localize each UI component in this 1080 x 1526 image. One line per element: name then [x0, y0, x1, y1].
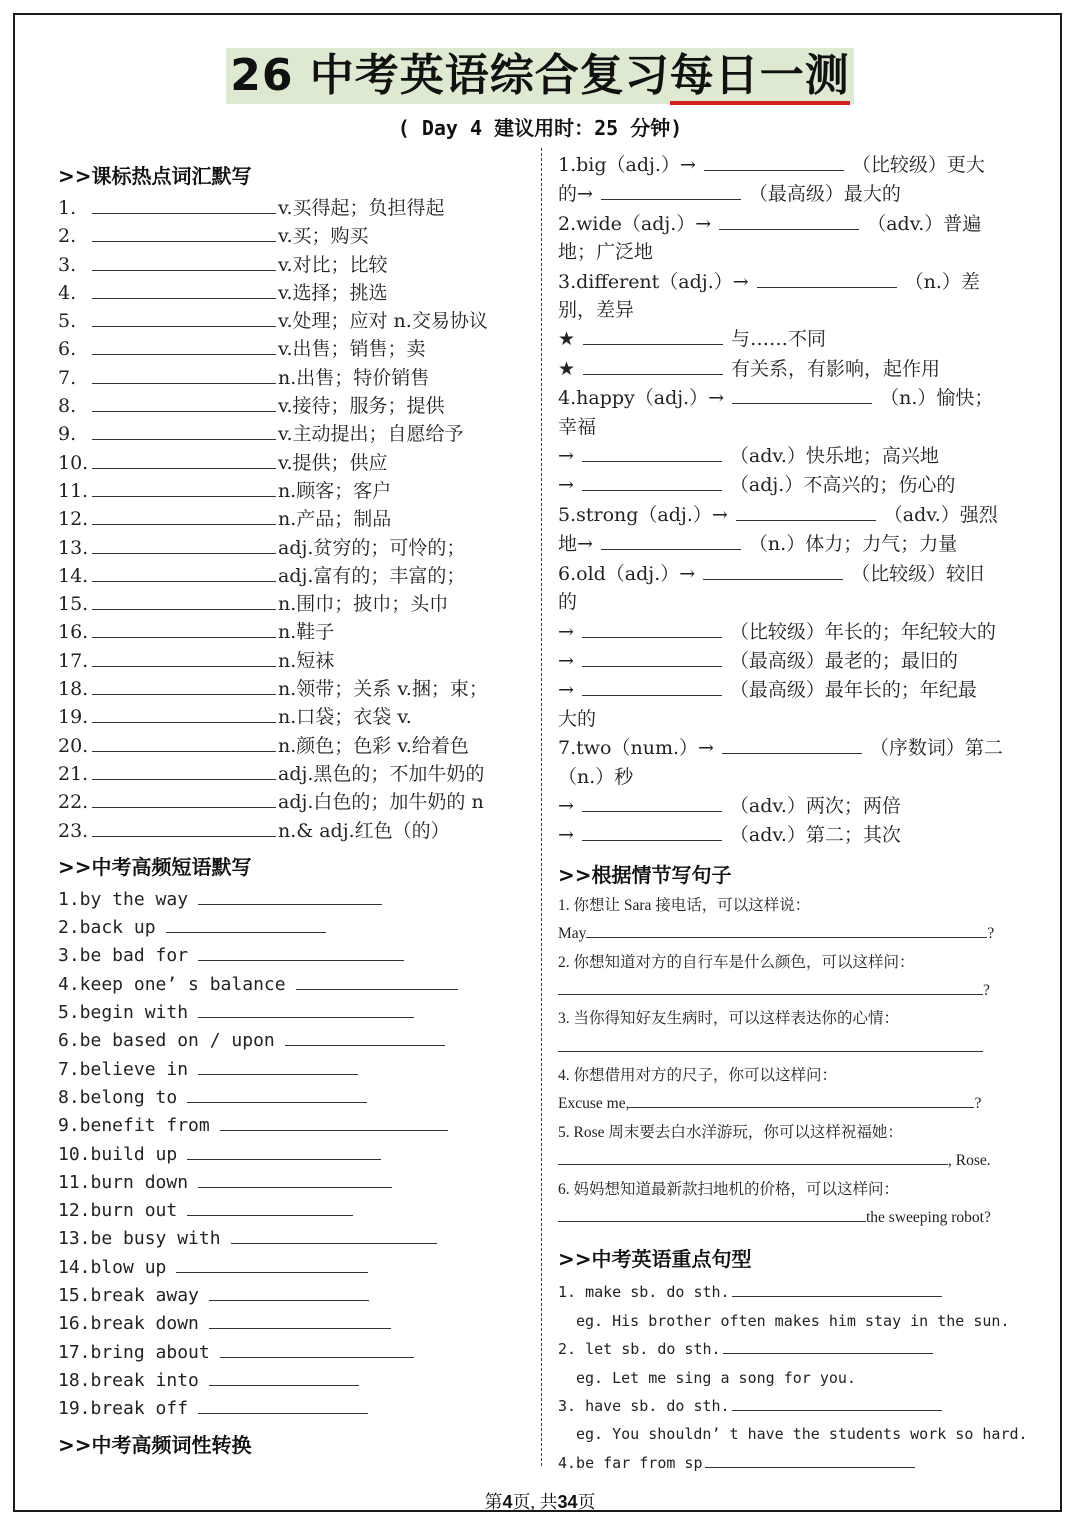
vocab-meaning: n.领带；关系 v.捆；束； — [278, 678, 488, 701]
footer-pre: 第 — [484, 1492, 503, 1512]
wordform-prompt: 别，差异 — [558, 299, 635, 322]
wordform-line — [558, 470, 1033, 499]
phrase-text: 6.be based on / upon — [58, 1030, 275, 1052]
wordform-hint: （adj.）不高兴的；伤心的 — [729, 474, 956, 497]
phrase-answer-blank[interactable] — [285, 1027, 445, 1046]
sentence-answer-blank[interactable] — [558, 1205, 866, 1222]
vocab-number: 21. — [58, 762, 89, 785]
wordform-prompt: 幸福 — [558, 415, 597, 438]
section-sentences-heading: >>根据情节写句子 — [558, 862, 732, 887]
phrase-text: 19.break off — [58, 1398, 189, 1420]
phrase-answer-blank[interactable] — [296, 971, 458, 990]
wordform-prompt: 5.strong（adj.）→ — [558, 503, 728, 526]
sentence-answer-line — [558, 920, 1033, 948]
phrase-row — [58, 1169, 528, 1197]
vocab-row — [58, 646, 528, 674]
sentence-list — [558, 892, 1033, 1233]
phrase-text: 2.back up — [58, 917, 156, 939]
wordform-answer-blank[interactable] — [582, 820, 722, 841]
wordform-line — [558, 529, 1033, 558]
vocab-row — [58, 193, 528, 221]
pattern-example: eg. His brother often makes him stay in the sun. — [576, 1311, 1010, 1330]
title-part2: 每日一测 — [670, 50, 850, 105]
phrase-row — [58, 886, 528, 914]
vocab-meaning: v.对比；比较 — [278, 253, 388, 276]
phrase-text: 4.keep one’ s balance — [58, 973, 286, 995]
sentence-question: 4. 你想借用对方的尺子，你可以这样问： — [558, 1067, 838, 1085]
phrase-row — [58, 1197, 528, 1225]
sentence-answer-line — [558, 1034, 1033, 1062]
sentence-question: 6. 妈妈想知道最新款扫地机的价格，可以这样问： — [558, 1180, 900, 1198]
vocab-row — [58, 391, 528, 419]
phrase-answer-blank[interactable] — [220, 1339, 414, 1358]
wordform-line — [558, 705, 1033, 733]
phrase-row — [58, 914, 528, 942]
wordform-answer-blank[interactable] — [732, 383, 872, 404]
wordform-prompt: 3.different（adj.）→ — [558, 270, 749, 293]
wordform-answer-blank[interactable] — [582, 470, 722, 491]
vocab-meaning: v.提供；供应 — [278, 451, 388, 474]
vocab-answer-blank[interactable] — [92, 391, 276, 412]
pattern-example: eg. You shouldn’ t have the students work so hard. — [576, 1425, 1028, 1444]
vocab-row — [58, 476, 528, 504]
vocab-row — [58, 250, 528, 278]
sentence-suffix: ? — [987, 925, 995, 943]
wordform-prompt: （n.）秒 — [558, 765, 634, 788]
vocab-answer-blank[interactable] — [92, 476, 276, 497]
vocab-number: 9. — [58, 423, 77, 446]
vocab-answer-blank[interactable] — [92, 561, 276, 582]
phrase-answer-blank[interactable] — [198, 942, 404, 961]
wordform-line — [558, 588, 1033, 616]
phrase-row — [58, 1225, 528, 1253]
vocab-answer-blank[interactable] — [92, 533, 276, 554]
phrase-answer-blank[interactable] — [166, 914, 326, 933]
phrase-answer-blank[interactable] — [187, 1084, 367, 1103]
vocab-number: 18. — [58, 678, 89, 701]
phrase-row — [58, 942, 528, 970]
vocab-number: 8. — [58, 395, 77, 418]
wordform-answer-blank[interactable] — [582, 791, 722, 812]
wordform-line — [558, 646, 1033, 675]
phrase-row — [58, 1084, 528, 1112]
vocab-answer-blank[interactable] — [92, 419, 276, 440]
pattern-example: eg. Let me sing a song for you. — [576, 1368, 856, 1387]
wordform-prompt: 地→ — [558, 533, 593, 556]
vocab-list — [58, 193, 528, 844]
vocab-row — [58, 702, 528, 730]
vocab-row — [58, 617, 528, 645]
phrase-answer-blank[interactable] — [198, 999, 414, 1018]
wordform-hint: （adv.）两次；两倍 — [729, 794, 901, 817]
vocab-answer-blank[interactable] — [92, 816, 276, 837]
vocab-number: 14. — [58, 564, 89, 587]
vocab-row — [58, 448, 528, 476]
phrase-text: 17.bring about — [58, 1341, 210, 1363]
vocab-meaning: n.出售；特价销售 — [278, 366, 430, 389]
vocab-number: 10. — [58, 451, 89, 474]
pattern-text: 2. let sb. do sth. — [558, 1340, 721, 1359]
wordform-prompt: 的→ — [558, 183, 593, 206]
wordform-line — [558, 150, 1033, 179]
wordform-hint: （n.）差 — [904, 270, 980, 293]
wordform-answer-blank[interactable] — [601, 179, 741, 200]
footer-post: 页 — [577, 1492, 596, 1512]
wordform-prompt: 的 — [558, 591, 578, 614]
vocab-number: 16. — [58, 621, 89, 644]
wordform-prompt: 大的 — [558, 707, 597, 730]
phrase-row — [58, 1367, 528, 1395]
vocab-number: 17. — [58, 649, 89, 672]
wordform-answer-blank[interactable] — [736, 500, 876, 521]
phrase-text: 16.break down — [58, 1313, 199, 1335]
phrase-row — [58, 1282, 528, 1310]
vocab-answer-blank[interactable] — [92, 759, 276, 780]
wordform-hint: （n.）体力；力气；力量 — [748, 533, 958, 556]
wordform-list — [558, 150, 1033, 850]
sentence-answer-blank[interactable] — [558, 1148, 948, 1165]
vocab-row — [58, 306, 528, 334]
vocab-answer-blank[interactable] — [92, 334, 276, 355]
sentence-suffix: , Rose. — [948, 1152, 991, 1170]
wordform-hint: （最高级）最老的；最旧的 — [729, 649, 958, 672]
wordform-line — [558, 733, 1033, 762]
wordform-prompt: ★ — [558, 357, 576, 380]
vocab-number: 20. — [58, 734, 89, 757]
footer-mid: 页, 共 — [512, 1492, 558, 1512]
pattern-answer-blank[interactable] — [705, 1451, 915, 1468]
vocab-answer-blank[interactable] — [92, 448, 276, 469]
sentence-answer-line — [558, 1090, 1033, 1118]
vocab-number: 6. — [58, 338, 77, 361]
vocab-meaning: adj.贫穷的；可怜的； — [278, 536, 466, 559]
wordform-line — [558, 354, 1033, 383]
section-vocab-heading: >>课标热点词汇默写 — [58, 164, 252, 188]
wordform-hint: （最高级）最年长的；年纪最 — [729, 679, 977, 702]
vocab-answer-blank[interactable] — [92, 731, 276, 752]
vocab-meaning: adj.黑色的；不加牛奶的 — [278, 762, 485, 785]
sentence-answer-blank[interactable] — [558, 978, 983, 995]
phrase-answer-blank[interactable] — [231, 1225, 437, 1244]
vocab-number: 22. — [58, 791, 89, 814]
wordform-hint: （序数词）第二 — [869, 737, 1003, 760]
vocab-meaning: v.选择；挑选 — [278, 281, 388, 304]
pattern-text: 1. make sb. do sth. — [558, 1283, 730, 1302]
vocab-meaning: adj.白色的；加牛奶的 n — [278, 791, 484, 814]
phrase-row — [58, 1141, 528, 1169]
sentence-question: 3. 当你得知好友生病时，可以这样表达你的心情： — [558, 1010, 900, 1028]
vocab-answer-blank[interactable] — [92, 787, 276, 808]
vocab-meaning: v.处理；应对 n.交易协议 — [278, 310, 488, 333]
sentence-answer-line — [558, 1147, 1033, 1175]
vocab-number: 13. — [58, 536, 89, 559]
vocab-number: 19. — [58, 706, 89, 729]
wordform-answer-blank[interactable] — [601, 529, 741, 550]
vocab-number: 4. — [58, 281, 77, 304]
wordform-line — [558, 383, 1033, 412]
wordform-prompt: → — [558, 679, 574, 702]
wordform-answer-blank[interactable] — [719, 209, 859, 230]
sentence-suffix: the sweeping robot? — [866, 1209, 991, 1227]
wordform-prompt: → — [558, 445, 574, 468]
wordform-prompt: 1.big（adj.）→ — [558, 154, 696, 176]
vocab-answer-blank[interactable] — [92, 504, 276, 525]
title-part1: 26 中考英语综合复习 — [230, 50, 670, 101]
phrase-text: 15.break away — [58, 1284, 199, 1306]
wordform-answer-blank[interactable] — [704, 150, 844, 171]
vocab-meaning: n.围巾；披巾；头巾 — [278, 593, 449, 616]
wordform-answer-blank[interactable] — [582, 441, 722, 462]
wordform-line — [558, 791, 1033, 820]
page-subtitle: ( Day 4 建议用时：25 分钟) — [397, 116, 683, 140]
vocab-number: 23. — [58, 819, 89, 842]
wordform-hint: （最高级）最大的 — [748, 183, 901, 206]
wordform-answer-blank[interactable] — [582, 675, 722, 696]
sentence-answer-blank[interactable] — [558, 1035, 983, 1052]
wordform-hint: （比较级）更大 — [851, 154, 985, 176]
vocab-meaning: v.接待；服务；提供 — [278, 395, 445, 418]
wordform-hint: （adv.）快乐地；高兴地 — [729, 445, 939, 468]
phrase-answer-blank[interactable] — [176, 1254, 368, 1273]
pattern-heading — [558, 1335, 1033, 1363]
vocab-answer-blank[interactable] — [92, 617, 276, 638]
wordform-prompt: 6.old（adj.）→ — [558, 562, 696, 585]
wordform-line — [558, 267, 1033, 296]
vocab-meaning: adj.富有的；丰富的； — [278, 564, 466, 587]
wordform-hint: （adv.）第二；其次 — [729, 824, 901, 847]
pattern-heading — [558, 1392, 1033, 1420]
vocab-answer-blank[interactable] — [92, 363, 276, 384]
phrase-text: 7.believe in — [58, 1058, 189, 1080]
phrase-row — [58, 971, 528, 999]
sentence-answer-blank[interactable] — [586, 921, 987, 938]
vocab-row — [58, 816, 528, 844]
wordform-prompt: 地；广泛地 — [558, 241, 654, 264]
vocab-answer-blank[interactable] — [92, 589, 276, 610]
vocab-meaning: n.口袋；衣袋 v. — [278, 706, 412, 729]
phrase-text: 18.break into — [58, 1369, 199, 1391]
vocab-number: 11. — [58, 479, 89, 502]
wordform-line — [558, 559, 1033, 588]
phrase-text: 9.benefit from — [58, 1115, 210, 1137]
vocab-meaning: v.出售；销售；卖 — [278, 338, 426, 361]
phrase-answer-blank[interactable] — [209, 1367, 359, 1386]
pattern-text: 4.be far from sp — [558, 1453, 703, 1472]
vocab-number: 1. — [58, 197, 77, 219]
footer-page: 4 — [502, 1492, 513, 1512]
vocab-row — [58, 419, 528, 447]
wordform-hint: 与……不同 — [731, 328, 827, 351]
sentence-suffix: ? — [974, 1095, 982, 1113]
phrase-answer-blank[interactable] — [198, 1056, 358, 1075]
pattern-answer-blank[interactable] — [723, 1337, 933, 1354]
sentence-question: 5. Rose 周末要去白水洋游玩，你可以这样祝福她： — [558, 1123, 903, 1141]
phrase-text: 14.blow up — [58, 1256, 167, 1278]
pattern-answer-blank[interactable] — [732, 1394, 942, 1411]
sentence-answer-blank[interactable] — [629, 1091, 974, 1108]
phrase-text: 13.be busy with — [58, 1228, 221, 1250]
wordform-line — [558, 179, 1033, 208]
vocab-number: 2. — [58, 225, 77, 248]
wordform-answer-blank[interactable] — [582, 646, 722, 667]
phrase-answer-blank[interactable] — [198, 886, 382, 905]
wordform-line — [558, 441, 1033, 470]
sentence-prefix: Excuse me, — [558, 1095, 630, 1113]
phrase-row — [58, 999, 528, 1027]
phrase-answer-blank[interactable] — [187, 1197, 353, 1216]
vocab-meaning: n.鞋子 — [278, 621, 335, 644]
vocab-row — [58, 561, 528, 589]
vocab-meaning: n.顾客；客户 — [278, 479, 392, 502]
wordform-prompt: → — [558, 824, 574, 847]
wordform-hint: （比较级）年长的；年纪较大的 — [729, 620, 996, 643]
wordform-answer-blank[interactable] — [582, 617, 722, 638]
wordform-hint: （比较级）较旧 — [851, 562, 985, 585]
wordform-line — [558, 675, 1033, 704]
wordform-hint: （adv.）强烈 — [883, 503, 998, 526]
vocab-meaning: v.买；购买 — [278, 225, 369, 248]
vocab-number: 7. — [58, 366, 77, 389]
vocab-number: 5. — [58, 310, 77, 333]
vocab-row — [58, 731, 528, 759]
vocab-row — [58, 589, 528, 617]
pattern-answer-blank[interactable] — [732, 1280, 942, 1297]
wordform-line — [558, 763, 1033, 791]
sentence-suffix: ? — [983, 981, 990, 999]
wordform-line — [558, 500, 1033, 529]
wordform-prompt: ★ — [558, 328, 576, 351]
sentence-prefix: May — [558, 925, 587, 943]
vocab-answer-blank[interactable] — [92, 221, 276, 242]
vocab-number: 12. — [58, 508, 89, 531]
phrase-text: 5.begin with — [58, 1002, 189, 1024]
vocab-answer-blank[interactable] — [92, 674, 276, 695]
vocab-row — [58, 334, 528, 362]
phrase-answer-blank[interactable] — [209, 1282, 369, 1301]
wordform-line — [558, 413, 1033, 441]
phrase-text: 8.belong to — [58, 1086, 178, 1108]
column-divider — [541, 148, 543, 1466]
vocab-answer-blank[interactable] — [92, 306, 276, 327]
page-title — [0, 48, 1080, 104]
wordform-line — [558, 820, 1033, 849]
wordform-line — [558, 238, 1033, 266]
vocab-number: 3. — [58, 253, 77, 276]
wordform-prompt: → — [558, 649, 574, 672]
vocab-number: 15. — [58, 593, 89, 616]
pattern-list — [558, 1278, 1033, 1477]
wordform-answer-blank[interactable] — [583, 354, 723, 375]
wordform-line — [558, 324, 1033, 353]
wordform-prompt: 4.happy（adj.）→ — [558, 387, 725, 410]
vocab-answer-blank[interactable] — [92, 646, 276, 667]
vocab-row — [58, 363, 528, 391]
phrase-row — [58, 1112, 528, 1140]
pattern-text: 3. have sb. do sth. — [558, 1397, 730, 1415]
wordform-prompt: 7.two（num.）→ — [558, 737, 714, 760]
page-footer — [0, 1488, 1080, 1514]
phrase-text: 11.burn down — [58, 1171, 189, 1193]
vocab-answer-blank[interactable] — [92, 250, 276, 271]
wordform-prompt: → — [558, 794, 574, 817]
vocab-row — [58, 787, 528, 815]
wordform-line — [558, 209, 1033, 238]
vocab-row — [58, 674, 528, 702]
phrase-row — [58, 1339, 528, 1367]
phrase-row — [58, 1056, 528, 1084]
right-column — [558, 150, 1033, 1477]
wordform-prompt: 2.wide（adj.）→ — [558, 212, 712, 235]
phrase-list — [58, 886, 528, 1424]
vocab-answer-blank[interactable] — [92, 702, 276, 723]
wordform-prompt: → — [558, 620, 574, 643]
phrase-row — [58, 1310, 528, 1338]
phrase-text: 3.be bad for — [58, 945, 189, 967]
section-patterns-heading: >>中考英语重点句型 — [558, 1247, 752, 1272]
vocab-row — [58, 533, 528, 561]
pattern-heading — [558, 1449, 1033, 1477]
sentence-question: 2. 你想知道对方的自行车是什么颜色，可以这样问： — [558, 953, 915, 971]
vocab-row — [58, 278, 528, 306]
footer-total: 34 — [557, 1492, 578, 1512]
phrase-answer-blank[interactable] — [198, 1395, 368, 1414]
pattern-heading — [558, 1278, 1033, 1306]
phrase-row — [58, 1395, 528, 1423]
wordform-answer-blank[interactable] — [722, 733, 862, 754]
wordform-line — [558, 296, 1033, 324]
phrase-text: 1.by the way — [58, 888, 189, 910]
wordform-line — [558, 617, 1033, 646]
vocab-meaning: n.& adj.红色（的） — [278, 819, 450, 842]
phrase-text: 10.build up — [58, 1143, 178, 1165]
section-phrases-heading: >>中考高频短语默写 — [58, 854, 252, 879]
section-wordform-heading: >>中考高频词性转换 — [58, 1433, 252, 1458]
vocab-meaning: v.主动提出；自愿给予 — [278, 423, 464, 446]
phrase-row — [58, 1027, 528, 1055]
vocab-answer-blank[interactable] — [92, 278, 276, 299]
vocab-meaning: n.产品；制品 — [278, 508, 392, 531]
phrase-answer-blank[interactable] — [220, 1112, 448, 1131]
sentence-question: 1. 你想让 Sara 接电话，可以这样说： — [558, 896, 811, 914]
vocab-meaning: n.颜色；色彩 v.给着色 — [278, 734, 469, 757]
phrase-answer-blank[interactable] — [209, 1310, 391, 1329]
phrase-answer-blank[interactable] — [187, 1141, 381, 1160]
wordform-prompt: → — [558, 474, 574, 497]
wordform-hint: （adv.）普遍 — [867, 212, 982, 235]
sentence-answer-line — [558, 1204, 1033, 1232]
vocab-meaning: v.买得起；负担得起 — [278, 197, 445, 219]
phrase-answer-blank[interactable] — [198, 1169, 392, 1188]
wordform-answer-blank[interactable] — [583, 324, 723, 345]
vocab-answer-blank[interactable] — [92, 193, 276, 214]
phrase-text: 12.burn out — [58, 1200, 178, 1222]
vocab-row — [58, 221, 528, 249]
wordform-answer-blank[interactable] — [757, 267, 897, 288]
left-column — [58, 160, 528, 1458]
wordform-hint: （n.）愉快； — [880, 387, 994, 410]
wordform-hint: 有关系，有影响，起作用 — [731, 357, 941, 380]
vocab-meaning: n.短袜 — [278, 649, 335, 672]
phrase-row — [58, 1254, 528, 1282]
vocab-row — [58, 759, 528, 787]
vocab-row — [58, 504, 528, 532]
sentence-answer-line — [558, 977, 1033, 1005]
wordform-answer-blank[interactable] — [703, 559, 843, 580]
